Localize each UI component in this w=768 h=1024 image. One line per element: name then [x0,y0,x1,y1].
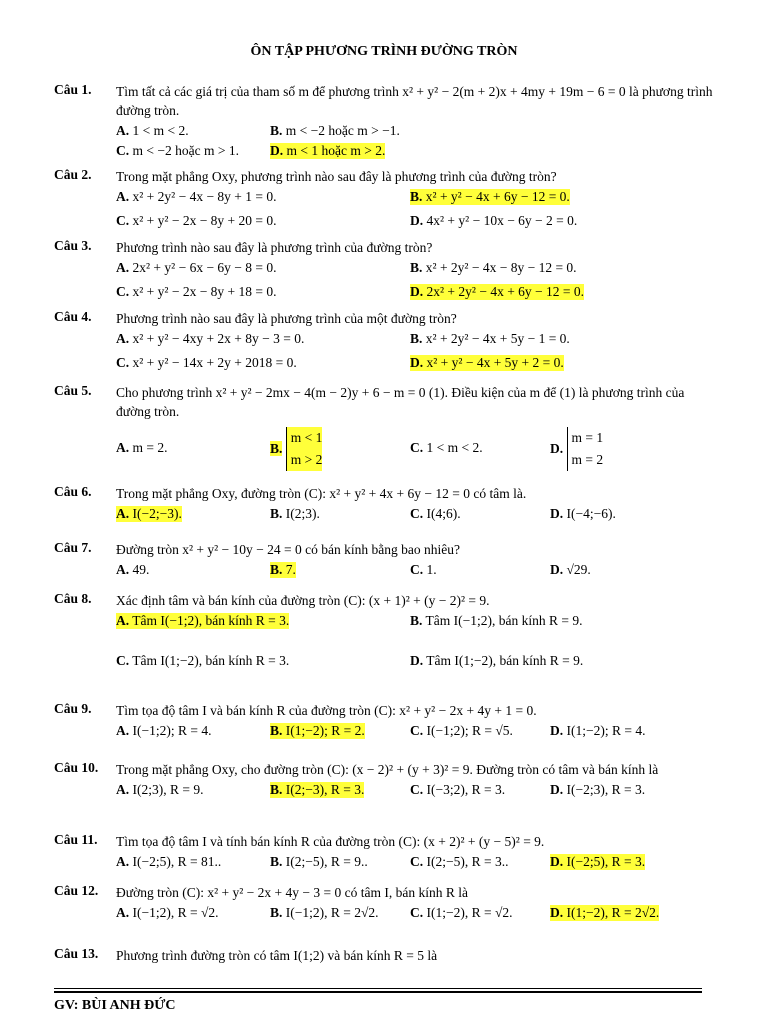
question-number: Câu 13. [54,946,99,961]
option-b-correct[interactable]: B. I(1;−2); R = 2. [270,723,365,738]
option-c[interactable]: C. m < −2 hoặc m > 1. [116,143,239,158]
question-text: Đường tròn x² + y² − 10y − 24 = 0 có bán kính bằng bao nhiêu? [116,542,460,557]
option-c[interactable]: C. I(1;−2), R = √2. [410,905,513,920]
option-a-correct[interactable]: A. Tâm I(−1;2), bán kính R = 3. [116,613,290,628]
question-text: Tìm tọa độ tâm I và bán kính R của đường tròn (C): x² + y² − 2x + 4y + 1 = 0. [116,703,537,718]
option-c[interactable]: C. I(4;6). [410,506,461,521]
question-number: Câu 3. [54,238,92,253]
question-1 [54,82,714,160]
option-c[interactable]: C. x² + y² − 14x + 2y + 2018 = 0. [116,355,297,370]
question-9 [54,701,714,744]
option-d[interactable]: D. I(−4;−6). [550,506,616,521]
option-b[interactable]: B. Tâm I(−1;2), bán kính R = 9. [410,613,583,628]
question-text: Xác định tâm và bán kính của đường tròn (C): (x + 1)² + (y − 2)² = 9. [116,593,490,608]
option-c[interactable]: C. x² + y² − 2x − 8y + 20 = 0. [116,213,277,228]
option-b-correct[interactable]: B. m < 1 m > 2 [270,427,322,471]
question-12 [54,883,714,926]
condition-system: m < 1 m > 2 [286,427,323,471]
option-d-correct[interactable]: D. m < 1 hoặc m > 2. [270,143,386,158]
option-c[interactable]: C. 1. [410,562,437,577]
option-b[interactable]: B. I(−1;2), R = 2√2. [270,905,379,920]
question-number: Câu 6. [54,484,92,499]
question-number: Câu 8. [54,591,92,606]
question-number: Câu 1. [54,82,92,97]
question-2 [54,167,714,234]
option-a[interactable]: A. 1 < m < 2. [116,123,189,138]
question-text: Trong mặt phẳng Oxy, đường tròn (C): x² + y² + 4x + 6y − 12 = 0 có tâm là. [116,486,527,501]
option-a[interactable]: A. 2x² + y² − 6x − 6y − 8 = 0. [116,260,277,275]
option-a[interactable]: A. I(−2;5), R = 81.. [116,854,222,869]
question-number: Câu 4. [54,309,92,324]
question-text: Đường tròn (C): x² + y² − 2x + 4y − 3 = 0 có tâm I, bán kính R là [116,885,468,900]
option-d[interactable]: D. 4x² + y² − 10x − 6y − 2 = 0. [410,213,578,228]
question-text: Trong mặt phẳng Oxy, cho đường tròn (C): (x − 2)² + (y + 3)² = 9. Đường tròn có tâm và bán kính là [116,762,659,777]
question-text: Phương trình đường tròn có tâm I(1;2) và bán kính R = 5 là [116,948,438,963]
question-4 [54,309,714,376]
question-text: Tìm tọa độ tâm I và tính bán kính R của đường tròn (C): (x + 2)² + (y − 5)² = 9. [116,834,545,849]
footer-divider [54,988,702,989]
option-b[interactable]: B. x² + 2y² − 4x − 8y − 12 = 0. [410,260,577,275]
question-5 [54,383,714,479]
footer-author: GV: BÙI ANH ĐỨC [54,998,176,1013]
option-c[interactable]: C. 1 < m < 2. [410,440,483,455]
option-d-correct[interactable]: D. I(−2;5), R = 3. [550,854,646,869]
option-c[interactable]: C. x² + y² − 2x − 8y + 18 = 0. [116,284,277,299]
option-d[interactable]: D. √29. [550,562,591,577]
question-number: Câu 12. [54,883,99,898]
option-a[interactable]: A. 49. [116,562,150,577]
question-6 [54,484,714,527]
option-c[interactable]: C. Tâm I(1;−2), bán kính R = 3. [116,653,290,668]
option-b[interactable]: B. x² + 2y² − 4x + 5y − 1 = 0. [410,331,570,346]
option-c[interactable]: C. I(−3;2), R = 3. [410,782,506,797]
option-d[interactable]: D. m = 1 m = 2 [550,427,603,471]
option-c[interactable]: C. I(−1;2); R = √5. [410,723,513,738]
question-8 [54,591,714,674]
option-a[interactable]: A. I(−1;2); R = 4. [116,723,212,738]
option-b[interactable]: B. m < −2 hoặc m > −1. [270,123,400,138]
option-a-correct[interactable]: A. I(−2;−3). [116,506,182,521]
question-text: Tìm tất cả các giá trị của tham số m để phương trình x² + y² − 2(m + 2)x + 4my + 19m − 6 = 0 là phương trình đường tròn. [116,84,713,118]
option-a[interactable]: A. x² + y² − 4xy + 2x + 8y − 3 = 0. [116,331,305,346]
option-b[interactable]: B. I(2;−5), R = 9.. [270,854,368,869]
question-number: Câu 7. [54,540,92,555]
option-b-correct[interactable]: B. x² + y² − 4x + 6y − 12 = 0. [410,189,570,204]
option-b-correct[interactable]: B. 7. [270,562,296,577]
question-13 [54,946,714,965]
question-number: Câu 11. [54,832,98,847]
option-d[interactable]: D. Tâm I(1;−2), bán kính R = 9. [410,653,584,668]
question-10 [54,760,714,803]
option-a[interactable]: A. m = 2. [116,440,168,455]
option-d-correct[interactable]: D. I(1;−2), R = 2√2. [550,905,660,920]
option-d-correct[interactable]: D. x² + y² − 4x + 5y + 2 = 0. [410,355,564,370]
option-d-correct[interactable]: D. 2x² + 2y² − 4x + 6y − 12 = 0. [410,284,585,299]
question-number: Câu 5. [54,383,92,398]
option-a[interactable]: A. I(−1;2), R = √2. [116,905,219,920]
question-number: Câu 10. [54,760,99,775]
option-a[interactable]: A. x² + 2y² − 4x − 8y + 1 = 0. [116,189,277,204]
option-b[interactable]: B. I(2;3). [270,506,320,521]
option-c[interactable]: C. I(2;−5), R = 3.. [410,854,509,869]
question-text: Phương trình nào sau đây là phương trình của một đường tròn? [116,311,457,326]
option-b-correct[interactable]: B. I(2;−3), R = 3. [270,782,365,797]
option-d[interactable]: D. I(1;−2); R = 4. [550,723,646,738]
question-number: Câu 2. [54,167,92,182]
question-11 [54,832,714,875]
footer-divider-thick [54,991,702,993]
question-3 [54,238,714,305]
question-text: Trong mặt phẳng Oxy, phương trình nào sau đây là phương trình của đường tròn? [116,169,557,184]
page-title: ÔN TẬP PHƯƠNG TRÌNH ĐƯỜNG TRÒN [250,44,518,59]
question-text: Cho phương trình x² + y² − 2mx − 4(m − 2)y + 6 − m = 0 (1). Điều kiện của m để (1) là phương trình của đường tròn. [116,385,685,419]
question-7 [54,540,714,583]
option-d[interactable]: D. I(−2;3), R = 3. [550,782,646,797]
question-number: Câu 9. [54,701,92,716]
option-a[interactable]: A. I(2;3), R = 9. [116,782,204,797]
question-text: Phương trình nào sau đây là phương trình của đường tròn? [116,240,433,255]
condition-system: m = 1 m = 2 [567,427,604,471]
